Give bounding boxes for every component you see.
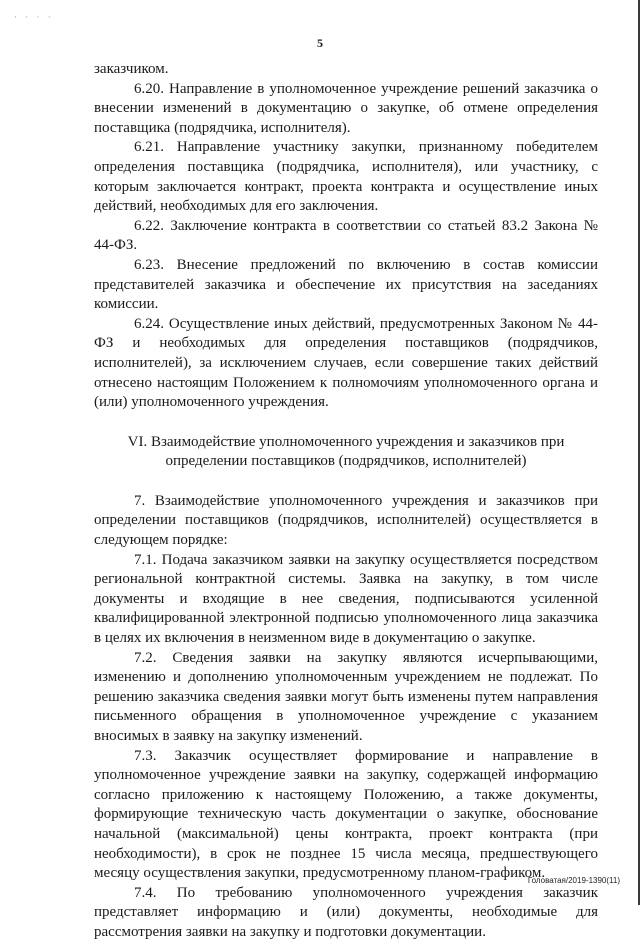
paragraph-6-21: 6.21. Направление участнику закупки, признанному победителем определения поставщика (подрядчика, исполнителя), или участнику, с которым заключается контракт, проекта контракта и осуществление иных действий, необходимых для его заключения. xyxy=(94,139,598,215)
paragraph-continuation: заказчиком. xyxy=(94,61,169,77)
page-number: 5 xyxy=(317,36,323,50)
section-heading xyxy=(94,433,598,472)
section-heading-line-2: определении поставщиков (подрядчиков, исполнителей) xyxy=(165,453,527,470)
paragraph-7: 7. Взаимодействие уполномоченного учреждения и заказчиков при определении поставщиков (подрядчиков, исполнителей) осуществляется в следующем порядке: xyxy=(94,492,598,549)
paragraph-7-2: 7.2. Сведения заявки на закупку являются исчерпывающими, изменению и дополнению уполномоченным учреждением не подлежат. По решению заказчика сведения заявки могут быть изменены путем направления письменного обращения в уполномоченное учреждение с указанием вносимых в заявку на закупку изменений. xyxy=(94,649,598,744)
section-heading-line-1: VI. Взаимодействие уполномоченного учреждения и заказчиков при xyxy=(127,433,565,450)
footer-reference: Головатая/2019-1390(11) xyxy=(527,876,620,885)
paragraph-6-24: 6.24. Осуществление иных действий, предусмотренных Законом № 44-ФЗ и необходимых для определения поставщиков (подрядчиков, исполнителей), за исключением случаев, если совершение таких действий отнесено настоящим Положением к полномочиям уполномоченного органа и (или) уполномоченного учреждения. xyxy=(94,315,598,411)
paragraph-7-4: 7.4. По требованию уполномоченного учреждения заказчик представляет информацию и (или) документы, необходимые для рассмотрения заявки на закупку и подготовки документации. xyxy=(94,884,598,940)
scan-corner-mark: · · · · xyxy=(14,12,54,22)
paragraph-7-1: 7.1. Подача заказчиком заявки на закупку осуществляется посредством региональной контрактной системы. Заявка на закупку, в том числе документы и входящие в нее сведения, подписываются усиленной квалифицированной электронной подписью уполномоченного лица заказчика в целях их включения в неизменном виде в документацию о закупке. xyxy=(94,551,598,647)
paragraph-6-23: 6.23. Внесение предложений по включению в состав комиссии представителей заказчика и обеспечение их присутствия на заседаниях комиссии. xyxy=(94,256,598,313)
paragraph-6-20: 6.20. Направление в уполномоченное учреждение решений заказчика о внесении изменений в документацию о закупке, об отмене определения поставщика (подрядчика, исполнителя). xyxy=(94,80,598,136)
document-body xyxy=(94,60,598,943)
paragraph-7-3: 7.3. Заказчик осуществляет формирование и направление в уполномоченное учреждение заявки на закупку, содержащей информацию согласно приложению к настоящему Положению, а также документы, формирующие техническую часть документации о закупке, обоснование начальной (максимальной) цены контракта, проект контракта (при необходимости), в срок не позднее 15 числа месяца, предшествующего месяцу осуществления закупки, предусмотренному планом-графиком. xyxy=(94,747,598,882)
paragraph-6-22: 6.22. Заключение контракта в соответствии со статьей 83.2 Закона № 44-ФЗ. xyxy=(94,217,598,254)
